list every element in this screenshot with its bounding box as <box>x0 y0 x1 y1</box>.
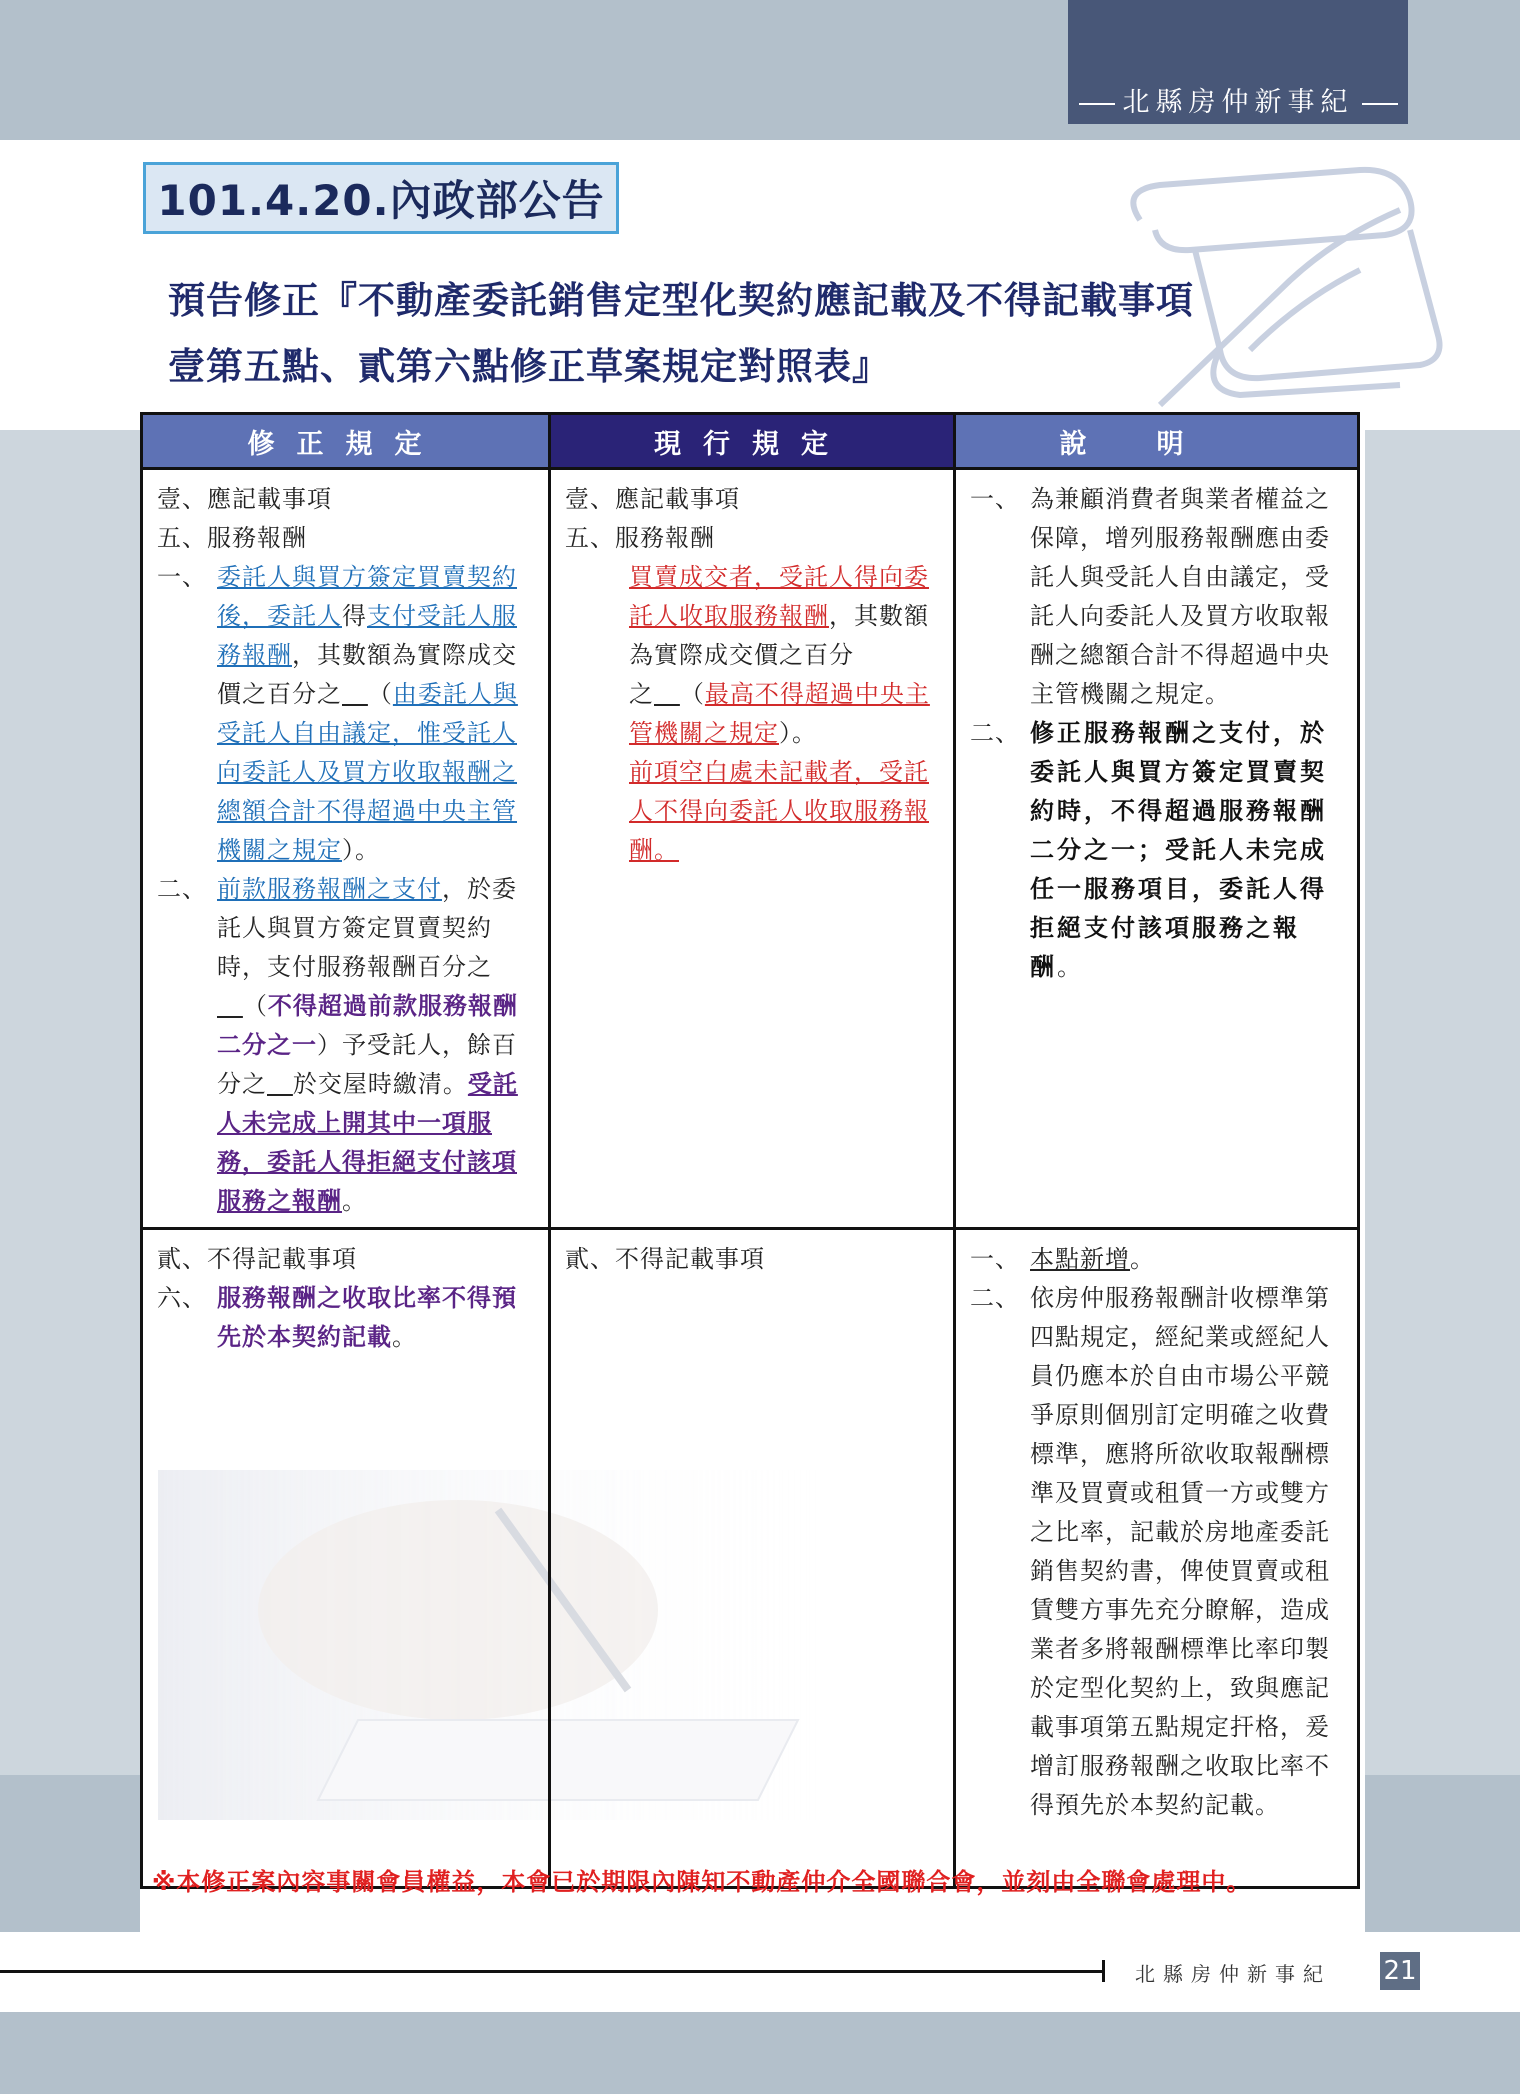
item-number: 一、 <box>157 563 207 591</box>
table-header-row <box>142 414 1359 469</box>
list-item <box>157 1279 536 1357</box>
text: 於交屋時繳清。 <box>292 1070 468 1098</box>
item-number: 二、 <box>970 1284 1020 1312</box>
subsection-title: 五、服務報酬 <box>157 524 307 552</box>
page-title-line-1: 預告修正『不動產委託銷售定型化契約應記載及不得記載事項 <box>168 279 1194 322</box>
row1-current-cell <box>550 469 955 1229</box>
added-text: 支付受託人服務報酬 <box>217 602 517 669</box>
header-tab-text: 北縣房仲新事紀 <box>1068 80 1408 119</box>
added-text: 服務報酬之收取比率不得預先於本契約記載 <box>217 1284 517 1351</box>
text: （ <box>367 680 393 708</box>
table-row <box>142 1229 1359 1888</box>
item-text: 修正服務報酬之支付，於委託人與買方簽定買賣契約時，不得超過服務報酬二分之一；受託人未完成任一服務項目，委託人得拒絕支付該項服務之報酬 <box>1030 719 1327 981</box>
item-number: 六、 <box>157 1284 207 1312</box>
text: ，於委託人與買方簽定買賣契約時，支付服務報酬百分之 <box>217 875 517 981</box>
list-item <box>970 480 1345 714</box>
deleted-text: 最高不得超過中央主管機關之規定 <box>629 680 930 747</box>
item-number: 二、 <box>157 875 207 903</box>
header-explanation: 說明 <box>955 414 1359 469</box>
added-text: 委託人與買方簽定買賣契約後，委託人 <box>217 563 517 630</box>
section-title: 貳、不得記載事項 <box>157 1245 357 1273</box>
page-number: 21 <box>1380 1952 1420 1990</box>
item-number: 一、 <box>970 485 1020 513</box>
added-text: 由委託人與受託人自由議定，惟受託人向委託人及買方收取報酬之總額合計不得超過中央主管機關之規定 <box>217 680 518 864</box>
blank-field <box>267 1070 293 1098</box>
row2-explanation-cell <box>955 1229 1359 1888</box>
text: ，其數額為實際成交價之百分之 <box>629 602 929 708</box>
text: （ <box>679 680 705 708</box>
item-number: 一、 <box>970 1245 1020 1273</box>
blank-field <box>342 680 368 708</box>
footer-label: 北縣房仲新事紀 <box>1135 1962 1331 1986</box>
section-title: 壹、應記載事項 <box>157 485 332 513</box>
item-text: 本點新增 <box>1030 1245 1130 1273</box>
text: 。 <box>1057 953 1082 981</box>
comparison-table <box>140 412 1360 1889</box>
list-item <box>970 1240 1345 1279</box>
text: 。 <box>1130 1245 1155 1273</box>
section-title: 壹、應記載事項 <box>565 485 740 513</box>
list-item <box>970 1279 1345 1825</box>
text: ）予受託人，餘百分之 <box>217 1031 517 1098</box>
header-tab <box>1068 0 1408 124</box>
paragraph <box>565 558 941 753</box>
header-revised: 修正規定 <box>142 414 550 469</box>
deleted-text: 買賣成交者，受託人得向委託人收取服務報酬 <box>629 563 929 630</box>
footer-divider-tick <box>1102 1960 1105 1982</box>
table-row <box>142 469 1359 1229</box>
blank-field <box>654 680 680 708</box>
added-text: 前款服務報酬之支付 <box>217 875 442 903</box>
section-title: 貳、不得記載事項 <box>565 1245 765 1273</box>
footer-divider <box>0 1970 1102 1973</box>
item-text: 為兼顧消費者與業者權益之保障，增列服務報酬應由委託人與受託人自由議定，受託人向委託人及買方收取報酬之總額合計不得超過中央主管機關之規定。 <box>1030 485 1330 708</box>
text: 得 <box>342 602 367 630</box>
bottom-band <box>0 2012 1520 2094</box>
list-item <box>157 558 536 870</box>
list-item <box>157 870 536 1221</box>
added-text: 受託人未完成上開其中一項服務，委託人得拒絕支付該項服務之報酬 <box>217 1070 518 1215</box>
footnote: ※本修正案內容事關會員權益，本會已於期限內陳知不動產仲介全國聯合會，並刻由全聯會處理中。 <box>152 1868 1252 1896</box>
row2-revised-cell <box>142 1229 550 1888</box>
text: ）。 <box>779 719 817 747</box>
deleted-text: 前項空白處未記載者，受託人不得向委託人收取服務報酬。 <box>629 758 929 864</box>
text: （ <box>242 992 268 1020</box>
text: 。 <box>342 1187 367 1215</box>
subsection-title: 五、服務報酬 <box>565 524 715 552</box>
notice-label: 101.4.20.內政部公告 <box>143 162 619 234</box>
added-text: 不得超過前款服務報酬二分之一 <box>217 992 518 1059</box>
text: 。 <box>392 1323 417 1351</box>
row1-explanation-cell <box>955 469 1359 1229</box>
blank-field <box>217 992 243 1020</box>
text: ，其數額為實際成交價之百分之 <box>217 641 517 708</box>
header-current: 現行規定 <box>550 414 955 469</box>
text: ）。 <box>342 836 380 864</box>
page-title-line-2: 壹第五點、貳第六點修正草案規定對照表』 <box>168 345 890 388</box>
item-number: 二、 <box>970 719 1020 747</box>
paragraph <box>565 753 941 870</box>
row1-revised-cell <box>142 469 550 1229</box>
row2-current-cell <box>550 1229 955 1888</box>
list-item <box>970 714 1345 987</box>
item-text: 依房仲服務報酬計收標準第四點規定，經紀業或經紀人員仍應本於自由市場公平競爭原則個別訂定明確之收費標準，應將所欲收取報酬標準及買賣或租賃一方或雙方之比率，記載於房地產委託銷售契約書，俾使買賣或租賃雙方事先充分瞭解，造成業者多將報酬標準比率印製於定型化契約上，致與應記載事項第五點規定扞格，爰增訂服務報酬之收取比率不得預先於本契約記載。 <box>1030 1284 1330 1819</box>
